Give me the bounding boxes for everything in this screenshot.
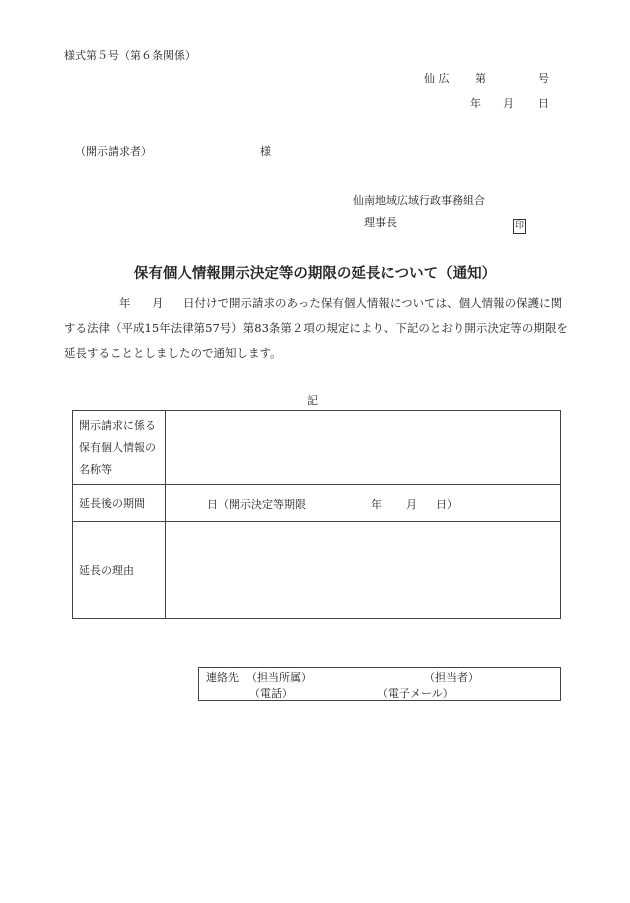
contact-cell: [199, 668, 561, 701]
period-day: 日（開示決定等期限: [207, 498, 306, 511]
form-number: 様式第５号（第６条関係）: [64, 49, 196, 62]
row-label-reason: 延長の理由: [73, 522, 166, 619]
reference-go: 号: [538, 72, 549, 85]
sender-organization: 仙南地域広域行政事務組合: [353, 194, 485, 207]
date-day: 日: [538, 97, 549, 110]
table-row-info-name: [73, 411, 561, 485]
ki-heading: 記: [307, 394, 318, 407]
contact-person: （担当者）: [424, 671, 479, 684]
reference-dai: 第: [475, 72, 486, 85]
date-year: 年: [470, 97, 481, 110]
contact-department: （担当所属）: [246, 671, 312, 684]
seal-label: 印: [513, 219, 526, 234]
row-value-extended-period: [166, 485, 561, 522]
contact-email: （電子メール）: [377, 687, 454, 700]
contact-label: 連絡先: [206, 671, 239, 684]
contact-phone: （電話）: [249, 687, 293, 700]
row-label-extended-period: 延長後の期間: [73, 485, 166, 522]
body-line1-text: 日付けで開示請求のあった保有個人情報については、個人情報の保護に関: [183, 296, 563, 310]
body-line2: する法律（平成15年法律第57号）第83条第２項の規定により、下記のとおり開示決定等の期限を: [64, 321, 568, 335]
detail-table: [72, 410, 561, 619]
table-row-extended-period: [73, 485, 561, 522]
body-month: 月: [152, 296, 164, 310]
body-year: 年: [119, 296, 131, 310]
date-month: 月: [503, 97, 514, 110]
row-label-info-name: 開示請求に係る 保有個人情報の 名称等: [73, 411, 166, 485]
table-row-reason: [73, 522, 561, 619]
page-title: 保有個人情報開示決定等の期限の延長について（通知）: [133, 266, 497, 282]
period-month: 月: [406, 498, 417, 511]
row-value-info-name: [166, 411, 561, 485]
reference-prefix: 仙 広: [424, 72, 450, 85]
sender-title: 理事長: [364, 216, 397, 229]
row-value-reason: [166, 522, 561, 619]
recipient-honorific: 様: [260, 145, 271, 158]
body-line3: 延長することとしましたので通知します。: [64, 346, 282, 360]
seal-mark: [513, 213, 526, 234]
contact-box: [198, 667, 561, 701]
period-year: 年: [371, 498, 382, 511]
recipient-label: （開示請求者）: [75, 145, 152, 158]
period-close: 日）: [436, 498, 458, 511]
